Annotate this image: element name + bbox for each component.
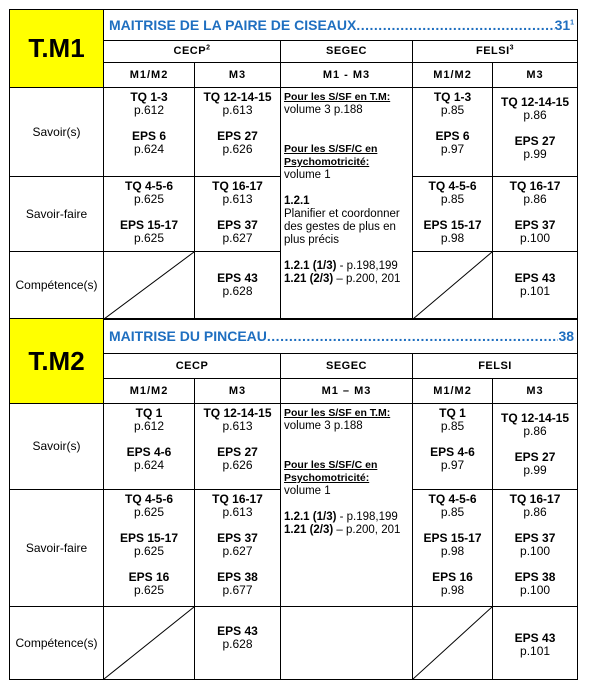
segec-item-text: Planifier et coordonner des gestes de plus en plus précis — [284, 208, 400, 246]
cell-felsi-m3: EPS 43 p.101 — [493, 252, 578, 320]
row-label-competences: Compétence(s) — [10, 607, 104, 680]
segec-psy-label: Pour les S/SF/C en Psychomotricité: — [284, 143, 378, 168]
table-tm2 — [9, 318, 577, 680]
cell-felsi-m1m2-empty — [413, 252, 493, 320]
segec-tm-label: Pour les S/SF en T.M: — [284, 407, 391, 419]
cell-cecp-m1m2: TQ 4-5-6 p.625 EPS 15-17 p.625 EPS 16 p.625 — [104, 490, 195, 607]
cell-cecp-m3: TQ 12-14-15 p.613 EPS 27 p.626 — [195, 404, 281, 490]
leader-dots — [356, 19, 554, 32]
cell-cecp-m1m2: TQ 1-3 p.612 EPS 6 p.624 — [104, 88, 195, 177]
header-cecp: CECP — [104, 354, 281, 379]
diagonal-strike — [104, 252, 194, 319]
page-reference: $31^1$ — [554, 16, 575, 33]
segec-tm-volume: volume 3 p.188 — [284, 420, 363, 432]
subheader-felsi-m1m2: M1/M2 — [413, 379, 493, 404]
cell-felsi-m1m2-empty — [413, 607, 493, 680]
page-reference: 38 — [558, 327, 575, 344]
segec-item-code: 1.2.1 — [284, 195, 310, 207]
subheader-segec-m1m3: M1 – M3 — [281, 379, 413, 404]
cell-segec-m1m3 — [281, 88, 413, 320]
diagonal-strike — [413, 252, 492, 319]
module-code: T.M1 — [10, 10, 104, 88]
diagonal-strike — [104, 607, 194, 679]
module-title-row — [104, 10, 578, 41]
cell-segec-empty — [281, 607, 413, 680]
header-cecp: CECP$^2$ — [104, 41, 281, 63]
header-felsi: FELSI — [413, 354, 578, 379]
segec-tm-label: Pour les S/SF en T.M: — [284, 91, 391, 103]
cell-felsi-m3: EPS 43 p.101 — [493, 607, 578, 680]
cell-felsi-m1m2: TQ 4-5-6 p.85 EPS 15-17 p.98 EPS 16 p.98 — [413, 490, 493, 607]
cell-cecp-m3: TQ 12-14-15 p.613 EPS 27 p.626 — [195, 88, 281, 177]
subheader-cecp-m3: M3 — [195, 63, 281, 88]
subheader-felsi-m3: M3 — [493, 379, 578, 404]
header-felsi: FELSI$^3$ — [413, 41, 578, 63]
subheader-segec-m1m3: M1 - M3 — [281, 63, 413, 88]
subheader-felsi-m3: M3 — [493, 63, 578, 88]
segec-ref-2: 1.21 (2/3) – p.200, 201 — [284, 524, 401, 536]
segec-tm-volume: volume 3 p.188 — [284, 104, 363, 116]
row-label-competences: Compétence(s) — [10, 252, 104, 320]
diagonal-strike — [413, 607, 492, 679]
row-label-savoirs: Savoir(s) — [10, 88, 104, 177]
cell-felsi-m3: TQ 12-14-15 p.86 EPS 27 p.99 — [493, 88, 578, 177]
segec-ref-2: 1.21 (2/3) – p.200, 201 — [284, 273, 401, 285]
header-segec: SEGEC — [281, 41, 413, 63]
subheader-felsi-m1m2: M1/M2 — [413, 63, 493, 88]
row-label-savoir-faire: Savoir-faire — [10, 177, 104, 252]
cell-felsi-m3: TQ 16-17 p.86 EPS 37 p.100 EPS 38 p.100 — [493, 490, 578, 607]
subheader-cecp-m1m2: M1/M2 — [104, 63, 195, 88]
cell-cecp-m1m2: TQ 1 p.612 EPS 4-6 p.624 — [104, 404, 195, 490]
cell-cecp-m1m2-empty — [104, 607, 195, 680]
segec-psy-volume: volume 1 — [284, 169, 331, 181]
cell-felsi-m1m2: TQ 1 p.85 EPS 4-6 p.97 — [413, 404, 493, 490]
table-tm1 — [9, 9, 577, 320]
cell-felsi-m1m2: TQ 4-5-6 p.85 EPS 15-17 p.98 — [413, 177, 493, 252]
subheader-cecp-m3: M3 — [195, 379, 281, 404]
cell-segec-m1m3 — [281, 404, 413, 607]
row-label-savoirs: Savoir(s) — [10, 404, 104, 490]
segec-psy-label: Pour les S/SF/C en Psychomotricité: — [284, 459, 378, 484]
module-title: MAITRISE DE LA PAIRE DE CISEAUX — [109, 16, 357, 33]
module-title-row — [104, 319, 578, 354]
cell-cecp-m3: EPS 43 p.628 — [195, 252, 281, 320]
subheader-cecp-m1m2: M1/M2 — [104, 379, 195, 404]
leader-dots — [267, 330, 559, 343]
header-segec: SEGEC — [281, 354, 413, 379]
module-code: T.M2 — [10, 319, 104, 404]
cell-cecp-m1m2: TQ 4-5-6 p.625 EPS 15-17 p.625 — [104, 177, 195, 252]
segec-ref-1: 1.2.1 (1/3) - p.198,199 — [284, 511, 398, 523]
segec-ref-1: 1.2.1 (1/3) - p.198,199 — [284, 260, 398, 272]
segec-psy-volume: volume 1 — [284, 485, 331, 497]
cell-cecp-m1m2-empty — [104, 252, 195, 320]
cell-felsi-m3: TQ 16-17 p.86 EPS 37 p.100 — [493, 177, 578, 252]
cell-felsi-m3: TQ 12-14-15 p.86 EPS 27 p.99 — [493, 404, 578, 490]
row-label-savoir-faire: Savoir-faire — [10, 490, 104, 607]
cell-cecp-m3: EPS 43 p.628 — [195, 607, 281, 680]
cell-cecp-m3: TQ 16-17 p.613 EPS 37 p.627 — [195, 177, 281, 252]
cell-cecp-m3: TQ 16-17 p.613 EPS 37 p.627 EPS 38 p.677 — [195, 490, 281, 607]
cell-felsi-m1m2: TQ 1-3 p.85 EPS 6 p.97 — [413, 88, 493, 177]
module-title: MAITRISE DU PINCEAU — [109, 327, 267, 344]
